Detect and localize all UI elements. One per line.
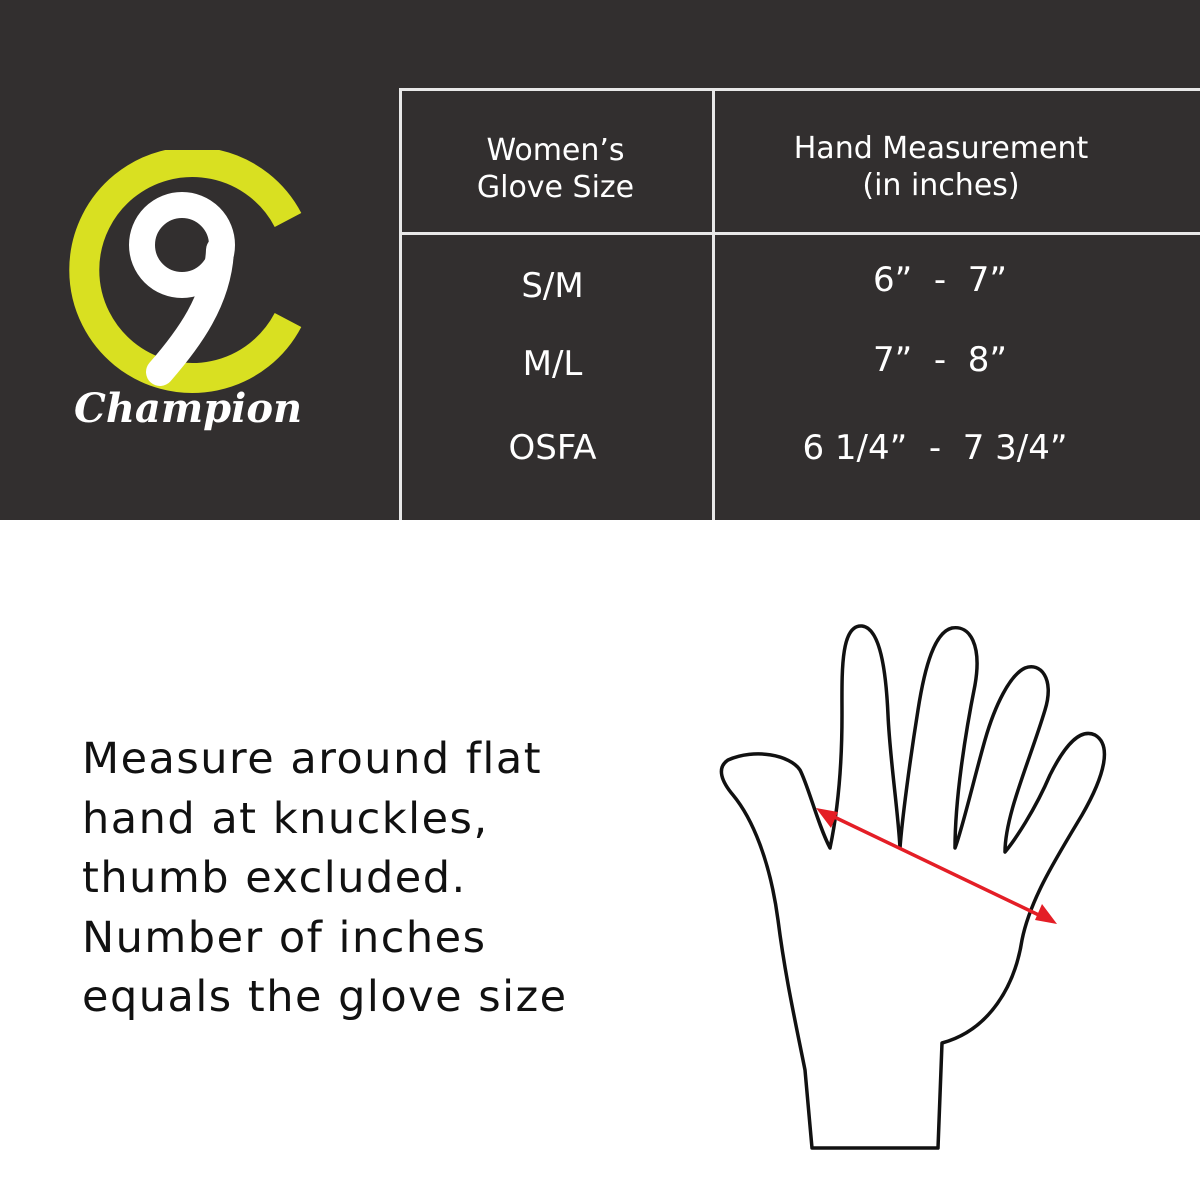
table-border-top [399,88,1200,91]
hand-outline [721,626,1104,1148]
size-chart-panel [0,0,1200,520]
champion-wordmark: Champion [74,385,303,432]
header-hand-measurement: Hand Measurement (in inches) [793,131,1089,203]
instruction-line: hand at knuckles, [82,793,489,844]
table-row-measurement: 6 1/4” - 7 3/4” [802,428,1068,468]
instruction-line: equals the glove size [82,972,568,1022]
table-row-size: OSFA [508,428,597,468]
hand-outline-icon [700,600,1120,1160]
measuring-instructions [82,730,642,1028]
c9-logo-nine-tail [160,250,220,372]
instruction-line: Number of inches [82,912,487,963]
c9-champion-logo [60,150,350,460]
header-glove-size: Women’s Glove Size [476,133,635,205]
table-row-size: S/M [521,266,584,306]
instruction-line: thumb excluded. [82,853,467,903]
knuckle-measure-arrow-right-icon [1035,904,1057,924]
glove-size-table [399,88,1200,520]
table-row-measurement: 6” - 7” [873,260,1007,300]
instruction-line: Measure around flat [82,734,543,784]
table-row-size: M/L [522,344,583,384]
table-header-divider [399,232,1200,235]
table-row-measurement: 7” - 8” [873,340,1007,380]
